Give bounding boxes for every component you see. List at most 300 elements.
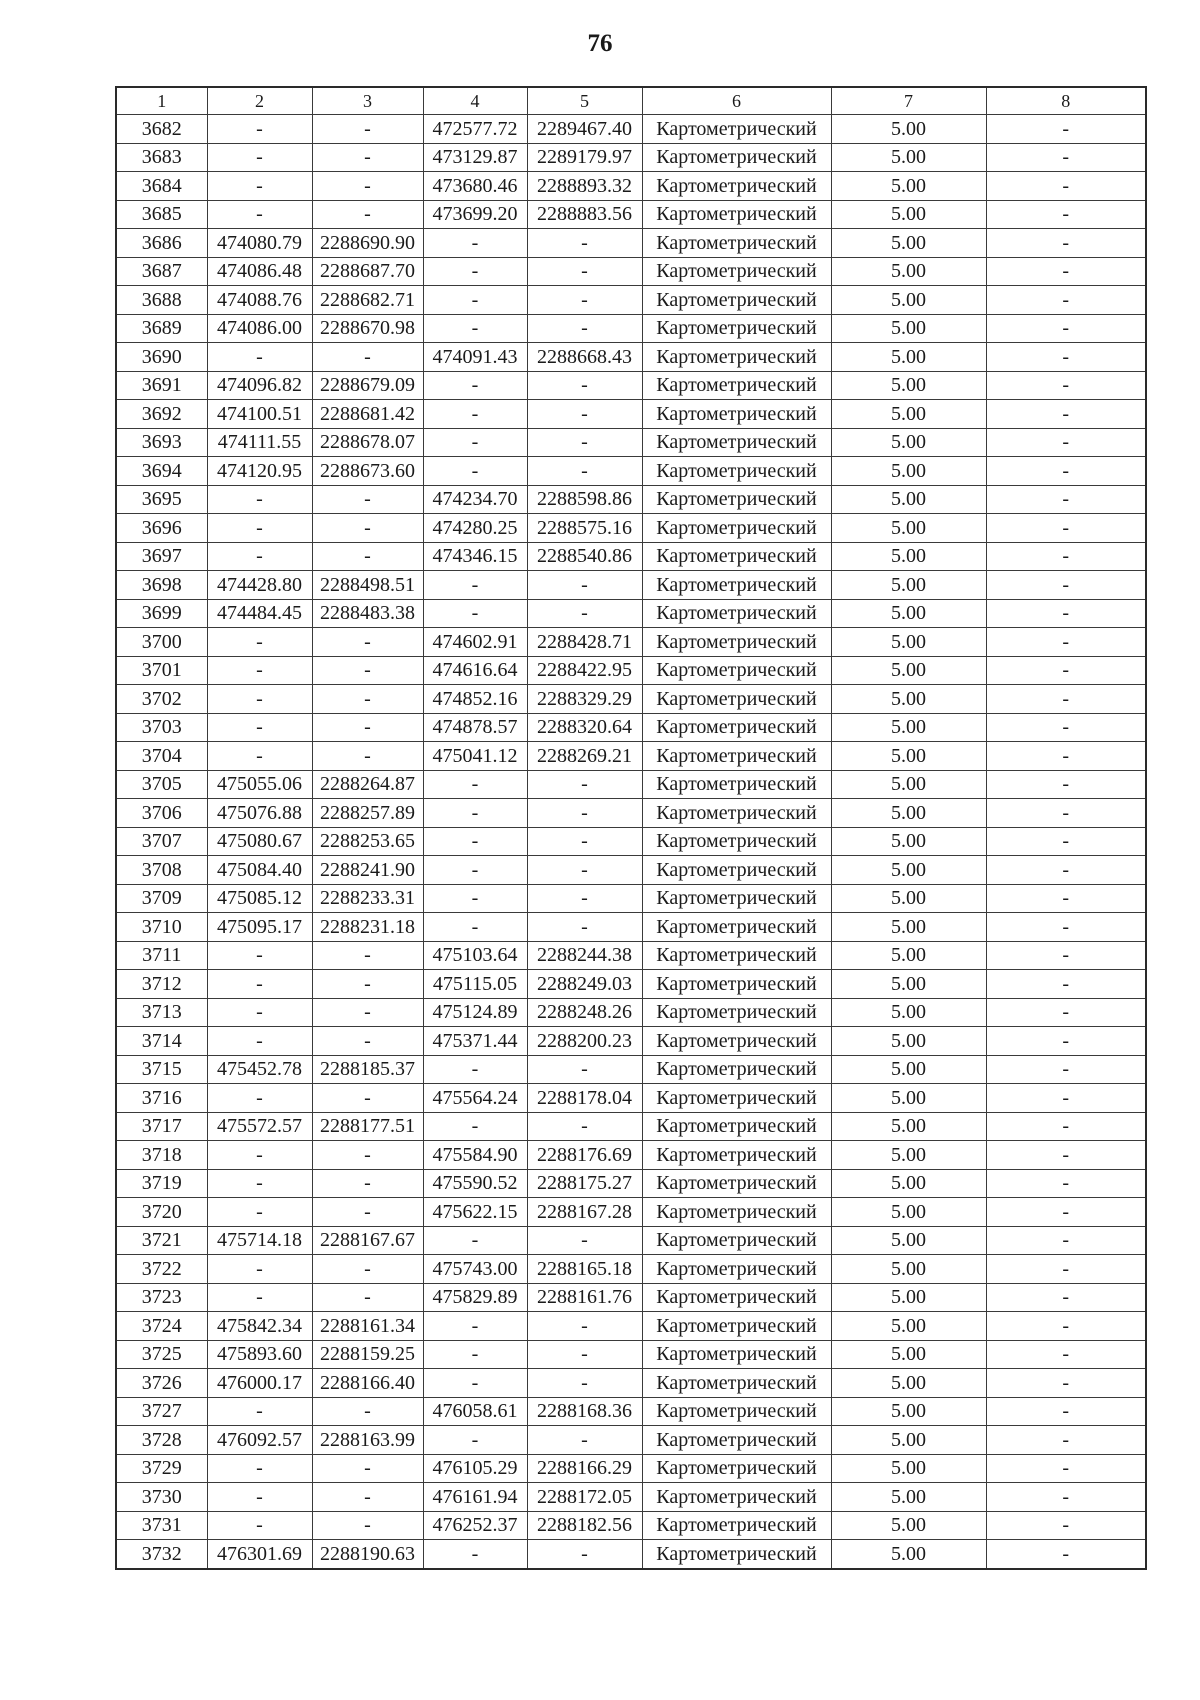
y-new-cell: 2288244.38 <box>527 941 642 970</box>
point-number-cell: 3702 <box>116 685 207 714</box>
description-cell: - <box>986 1226 1146 1255</box>
x-new-cell: 472577.72 <box>423 115 527 144</box>
y-old-cell: 2288670.98 <box>312 314 423 343</box>
point-number-cell: 3697 <box>116 542 207 571</box>
method-cell: Картометрический <box>642 1454 831 1483</box>
y-new-cell: - <box>527 457 642 486</box>
y-old-cell: - <box>312 1027 423 1056</box>
accuracy-cell: 5.00 <box>831 1540 986 1569</box>
x-old-cell: 475076.88 <box>207 799 312 828</box>
x-old-cell: 475095.17 <box>207 913 312 942</box>
y-new-cell: - <box>527 856 642 885</box>
table-row <box>116 314 1146 343</box>
accuracy-cell: 5.00 <box>831 1226 986 1255</box>
x-old-cell: 476092.57 <box>207 1426 312 1455</box>
description-cell: - <box>986 314 1146 343</box>
x-new-cell: - <box>423 856 527 885</box>
method-cell: Картометрический <box>642 172 831 201</box>
accuracy-cell: 5.00 <box>831 1169 986 1198</box>
y-new-cell: - <box>527 1312 642 1341</box>
x-new-cell: 476252.37 <box>423 1511 527 1540</box>
x-new-cell: 475590.52 <box>423 1169 527 1198</box>
column-header: 8 <box>986 87 1146 115</box>
method-cell: Картометрический <box>642 229 831 258</box>
x-new-cell: - <box>423 1055 527 1084</box>
x-new-cell: 476058.61 <box>423 1397 527 1426</box>
description-cell: - <box>986 514 1146 543</box>
y-new-cell: - <box>527 827 642 856</box>
description-cell: - <box>986 1454 1146 1483</box>
method-cell: Картометрический <box>642 884 831 913</box>
x-new-cell: 476105.29 <box>423 1454 527 1483</box>
description-cell: - <box>986 884 1146 913</box>
y-new-cell: 2288575.16 <box>527 514 642 543</box>
y-new-cell: 2288540.86 <box>527 542 642 571</box>
x-new-cell: 474346.15 <box>423 542 527 571</box>
point-number-cell: 3704 <box>116 742 207 771</box>
x-new-cell: - <box>423 1112 527 1141</box>
accuracy-cell: 5.00 <box>831 143 986 172</box>
accuracy-cell: 5.00 <box>831 571 986 600</box>
description-cell: - <box>986 400 1146 429</box>
point-number-cell: 3725 <box>116 1340 207 1369</box>
x-old-cell: - <box>207 1084 312 1113</box>
x-old-cell: - <box>207 514 312 543</box>
table-row <box>116 599 1146 628</box>
point-number-cell: 3709 <box>116 884 207 913</box>
x-new-cell: - <box>423 1226 527 1255</box>
x-old-cell: - <box>207 742 312 771</box>
x-new-cell: - <box>423 314 527 343</box>
description-cell: - <box>986 1397 1146 1426</box>
x-old-cell: - <box>207 172 312 201</box>
point-number-cell: 3712 <box>116 970 207 999</box>
y-old-cell: - <box>312 343 423 372</box>
x-old-cell: - <box>207 998 312 1027</box>
table-row <box>116 1397 1146 1426</box>
method-cell: Картометрический <box>642 770 831 799</box>
method-cell: Картометрический <box>642 200 831 229</box>
x-old-cell: - <box>207 143 312 172</box>
y-old-cell: - <box>312 742 423 771</box>
method-cell: Картометрический <box>642 941 831 970</box>
column-header: 3 <box>312 87 423 115</box>
y-new-cell: 2288329.29 <box>527 685 642 714</box>
description-cell: - <box>986 1255 1146 1284</box>
y-old-cell: 2288161.34 <box>312 1312 423 1341</box>
y-new-cell: 2288598.86 <box>527 485 642 514</box>
x-new-cell: 475564.24 <box>423 1084 527 1113</box>
y-old-cell: 2288253.65 <box>312 827 423 856</box>
x-old-cell: 475084.40 <box>207 856 312 885</box>
description-cell: - <box>986 1027 1146 1056</box>
y-old-cell: - <box>312 1511 423 1540</box>
accuracy-cell: 5.00 <box>831 770 986 799</box>
accuracy-cell: 5.00 <box>831 628 986 657</box>
point-number-cell: 3717 <box>116 1112 207 1141</box>
column-header: 4 <box>423 87 527 115</box>
y-new-cell: 2288166.29 <box>527 1454 642 1483</box>
x-old-cell: 474088.76 <box>207 286 312 315</box>
x-old-cell: 474086.00 <box>207 314 312 343</box>
y-new-cell: 2288200.23 <box>527 1027 642 1056</box>
method-cell: Картометрический <box>642 1397 831 1426</box>
y-new-cell: 2289179.97 <box>527 143 642 172</box>
y-new-cell: 2288168.36 <box>527 1397 642 1426</box>
method-cell: Картометрический <box>642 1112 831 1141</box>
table-row <box>116 229 1146 258</box>
accuracy-cell: 5.00 <box>831 1255 986 1284</box>
x-old-cell: - <box>207 941 312 970</box>
method-cell: Картометрический <box>642 656 831 685</box>
description-cell: - <box>986 485 1146 514</box>
y-old-cell: - <box>312 1255 423 1284</box>
description-cell: - <box>986 143 1146 172</box>
x-new-cell: 475743.00 <box>423 1255 527 1284</box>
method-cell: Картометрический <box>642 998 831 1027</box>
y-new-cell: 2288248.26 <box>527 998 642 1027</box>
method-cell: Картометрический <box>642 1340 831 1369</box>
y-new-cell: - <box>527 229 642 258</box>
point-number-cell: 3721 <box>116 1226 207 1255</box>
table-row <box>116 770 1146 799</box>
y-new-cell: - <box>527 1226 642 1255</box>
table-row <box>116 656 1146 685</box>
description-cell: - <box>986 229 1146 258</box>
y-old-cell: 2288681.42 <box>312 400 423 429</box>
accuracy-cell: 5.00 <box>831 343 986 372</box>
table-row <box>116 1255 1146 1284</box>
table-row <box>116 1369 1146 1398</box>
y-old-cell: 2288163.99 <box>312 1426 423 1455</box>
x-old-cell: 474086.48 <box>207 257 312 286</box>
y-new-cell: 2288172.05 <box>527 1483 642 1512</box>
x-old-cell: - <box>207 542 312 571</box>
description-cell: - <box>986 856 1146 885</box>
method-cell: Картометрический <box>642 1540 831 1569</box>
table-row <box>116 1198 1146 1227</box>
accuracy-cell: 5.00 <box>831 685 986 714</box>
point-number-cell: 3701 <box>116 656 207 685</box>
description-cell: - <box>986 457 1146 486</box>
y-old-cell: 2288185.37 <box>312 1055 423 1084</box>
x-new-cell: 475584.90 <box>423 1141 527 1170</box>
accuracy-cell: 5.00 <box>831 998 986 1027</box>
y-new-cell: 2288182.56 <box>527 1511 642 1540</box>
point-number-cell: 3693 <box>116 428 207 457</box>
x-new-cell: - <box>423 457 527 486</box>
x-new-cell: 475371.44 <box>423 1027 527 1056</box>
x-old-cell: - <box>207 1397 312 1426</box>
y-old-cell: - <box>312 970 423 999</box>
y-old-cell: 2288167.67 <box>312 1226 423 1255</box>
x-new-cell: 473699.20 <box>423 200 527 229</box>
y-old-cell: 2288673.60 <box>312 457 423 486</box>
description-cell: - <box>986 799 1146 828</box>
description-cell: - <box>986 286 1146 315</box>
point-number-cell: 3683 <box>116 143 207 172</box>
method-cell: Картометрический <box>642 485 831 514</box>
description-cell: - <box>986 1483 1146 1512</box>
x-new-cell: 474234.70 <box>423 485 527 514</box>
x-old-cell: - <box>207 200 312 229</box>
x-old-cell: 476000.17 <box>207 1369 312 1398</box>
point-number-cell: 3694 <box>116 457 207 486</box>
y-new-cell: 2289467.40 <box>527 115 642 144</box>
accuracy-cell: 5.00 <box>831 1112 986 1141</box>
description-cell: - <box>986 1198 1146 1227</box>
y-old-cell: - <box>312 542 423 571</box>
accuracy-cell: 5.00 <box>831 913 986 942</box>
x-old-cell: 474120.95 <box>207 457 312 486</box>
description-cell: - <box>986 428 1146 457</box>
x-old-cell: - <box>207 1169 312 1198</box>
y-old-cell: - <box>312 115 423 144</box>
method-cell: Картометрический <box>642 1283 831 1312</box>
y-new-cell: 2288668.43 <box>527 343 642 372</box>
x-old-cell: 475085.12 <box>207 884 312 913</box>
table-row <box>116 713 1146 742</box>
accuracy-cell: 5.00 <box>831 1369 986 1398</box>
method-cell: Картометрический <box>642 314 831 343</box>
description-cell: - <box>986 685 1146 714</box>
point-number-cell: 3703 <box>116 713 207 742</box>
table-row <box>116 913 1146 942</box>
y-old-cell: - <box>312 1198 423 1227</box>
x-new-cell: - <box>423 913 527 942</box>
x-old-cell: 474111.55 <box>207 428 312 457</box>
description-cell: - <box>986 1540 1146 1569</box>
accuracy-cell: 5.00 <box>831 799 986 828</box>
x-new-cell: 474878.57 <box>423 713 527 742</box>
y-old-cell: - <box>312 1454 423 1483</box>
x-old-cell: - <box>207 1141 312 1170</box>
x-old-cell: 475452.78 <box>207 1055 312 1084</box>
y-new-cell: - <box>527 400 642 429</box>
table-row <box>116 200 1146 229</box>
method-cell: Картометрический <box>642 628 831 657</box>
y-old-cell: - <box>312 656 423 685</box>
y-new-cell: - <box>527 286 642 315</box>
method-cell: Картометрический <box>642 742 831 771</box>
method-cell: Картометрический <box>642 970 831 999</box>
y-old-cell: - <box>312 628 423 657</box>
table-row <box>116 1112 1146 1141</box>
y-new-cell: - <box>527 1112 642 1141</box>
x-new-cell: - <box>423 1540 527 1569</box>
y-old-cell: 2288177.51 <box>312 1112 423 1141</box>
accuracy-cell: 5.00 <box>831 257 986 286</box>
method-cell: Картометрический <box>642 1255 831 1284</box>
description-cell: - <box>986 742 1146 771</box>
accuracy-cell: 5.00 <box>831 884 986 913</box>
y-new-cell: 2288176.69 <box>527 1141 642 1170</box>
description-cell: - <box>986 1055 1146 1084</box>
x-old-cell: - <box>207 115 312 144</box>
x-new-cell: - <box>423 229 527 258</box>
table-row <box>116 1340 1146 1369</box>
x-new-cell: 476161.94 <box>423 1483 527 1512</box>
table-row <box>116 685 1146 714</box>
point-number-cell: 3726 <box>116 1369 207 1398</box>
y-old-cell: 2288233.31 <box>312 884 423 913</box>
accuracy-cell: 5.00 <box>831 286 986 315</box>
table-row <box>116 1169 1146 1198</box>
table-row <box>116 628 1146 657</box>
method-cell: Картометрический <box>642 115 831 144</box>
point-number-cell: 3722 <box>116 1255 207 1284</box>
point-number-cell: 3705 <box>116 770 207 799</box>
x-old-cell: - <box>207 713 312 742</box>
method-cell: Картометрический <box>642 571 831 600</box>
description-cell: - <box>986 172 1146 201</box>
y-old-cell: - <box>312 172 423 201</box>
accuracy-cell: 5.00 <box>831 200 986 229</box>
y-new-cell: - <box>527 257 642 286</box>
y-new-cell: 2288249.03 <box>527 970 642 999</box>
accuracy-cell: 5.00 <box>831 656 986 685</box>
point-number-cell: 3698 <box>116 571 207 600</box>
x-new-cell: - <box>423 1340 527 1369</box>
method-cell: Картометрический <box>642 1312 831 1341</box>
description-cell: - <box>986 770 1146 799</box>
x-new-cell: - <box>423 1369 527 1398</box>
y-new-cell: 2288320.64 <box>527 713 642 742</box>
x-new-cell: 474616.64 <box>423 656 527 685</box>
x-old-cell: 475572.57 <box>207 1112 312 1141</box>
x-old-cell: 474100.51 <box>207 400 312 429</box>
point-number-cell: 3720 <box>116 1198 207 1227</box>
column-header: 6 <box>642 87 831 115</box>
y-old-cell: 2288498.51 <box>312 571 423 600</box>
y-new-cell: - <box>527 1426 642 1455</box>
x-new-cell: - <box>423 1312 527 1341</box>
accuracy-cell: 5.00 <box>831 229 986 258</box>
y-old-cell: 2288679.09 <box>312 371 423 400</box>
description-cell: - <box>986 542 1146 571</box>
table-row <box>116 884 1146 913</box>
accuracy-cell: 5.00 <box>831 713 986 742</box>
method-cell: Картометрический <box>642 1027 831 1056</box>
table-row <box>116 1141 1146 1170</box>
x-new-cell: - <box>423 827 527 856</box>
x-new-cell: 475829.89 <box>423 1283 527 1312</box>
column-header: 1 <box>116 87 207 115</box>
description-cell: - <box>986 200 1146 229</box>
x-old-cell: 474080.79 <box>207 229 312 258</box>
point-number-cell: 3718 <box>116 1141 207 1170</box>
column-header: 5 <box>527 87 642 115</box>
x-new-cell: - <box>423 571 527 600</box>
table-row <box>116 115 1146 144</box>
method-cell: Картометрический <box>642 257 831 286</box>
x-new-cell: - <box>423 428 527 457</box>
y-new-cell: 2288422.95 <box>527 656 642 685</box>
y-old-cell: - <box>312 685 423 714</box>
point-number-cell: 3706 <box>116 799 207 828</box>
table-row <box>116 970 1146 999</box>
point-number-cell: 3689 <box>116 314 207 343</box>
point-number-cell: 3715 <box>116 1055 207 1084</box>
x-old-cell: 474096.82 <box>207 371 312 400</box>
accuracy-cell: 5.00 <box>831 172 986 201</box>
method-cell: Картометрический <box>642 685 831 714</box>
accuracy-cell: 5.00 <box>831 371 986 400</box>
method-cell: Картометрический <box>642 713 831 742</box>
method-cell: Картометрический <box>642 799 831 828</box>
table-row <box>116 1084 1146 1113</box>
accuracy-cell: 5.00 <box>831 599 986 628</box>
x-old-cell: - <box>207 1511 312 1540</box>
description-cell: - <box>986 656 1146 685</box>
y-new-cell: - <box>527 371 642 400</box>
accuracy-cell: 5.00 <box>831 542 986 571</box>
method-cell: Картометрический <box>642 371 831 400</box>
x-old-cell: 474428.80 <box>207 571 312 600</box>
y-new-cell: 2288175.27 <box>527 1169 642 1198</box>
method-cell: Картометрический <box>642 1198 831 1227</box>
point-number-cell: 3688 <box>116 286 207 315</box>
description-cell: - <box>986 1426 1146 1455</box>
accuracy-cell: 5.00 <box>831 115 986 144</box>
y-old-cell: - <box>312 200 423 229</box>
y-new-cell: - <box>527 770 642 799</box>
y-new-cell: - <box>527 1369 642 1398</box>
method-cell: Картометрический <box>642 1141 831 1170</box>
point-number-cell: 3716 <box>116 1084 207 1113</box>
table-row <box>116 827 1146 856</box>
table-row <box>116 1426 1146 1455</box>
y-new-cell: - <box>527 599 642 628</box>
y-new-cell: - <box>527 1340 642 1369</box>
y-old-cell: 2288483.38 <box>312 599 423 628</box>
point-number-cell: 3731 <box>116 1511 207 1540</box>
table-row <box>116 172 1146 201</box>
method-cell: Картометрический <box>642 1226 831 1255</box>
description-cell: - <box>986 1511 1146 1540</box>
description-cell: - <box>986 827 1146 856</box>
y-new-cell: - <box>527 799 642 828</box>
x-old-cell: - <box>207 628 312 657</box>
point-number-cell: 3727 <box>116 1397 207 1426</box>
accuracy-cell: 5.00 <box>831 428 986 457</box>
x-new-cell: 475124.89 <box>423 998 527 1027</box>
point-number-cell: 3710 <box>116 913 207 942</box>
y-old-cell: - <box>312 485 423 514</box>
point-number-cell: 3707 <box>116 827 207 856</box>
accuracy-cell: 5.00 <box>831 742 986 771</box>
x-old-cell: - <box>207 1283 312 1312</box>
point-number-cell: 3696 <box>116 514 207 543</box>
table-row <box>116 1055 1146 1084</box>
method-cell: Картометрический <box>642 827 831 856</box>
table-row <box>116 457 1146 486</box>
x-old-cell: - <box>207 1198 312 1227</box>
method-cell: Картометрический <box>642 400 831 429</box>
table-row <box>116 257 1146 286</box>
point-number-cell: 3713 <box>116 998 207 1027</box>
x-new-cell: - <box>423 799 527 828</box>
y-old-cell: - <box>312 713 423 742</box>
accuracy-cell: 5.00 <box>831 1483 986 1512</box>
table-row <box>116 1454 1146 1483</box>
x-old-cell: 476301.69 <box>207 1540 312 1569</box>
accuracy-cell: 5.00 <box>831 827 986 856</box>
description-cell: - <box>986 571 1146 600</box>
x-old-cell: - <box>207 1483 312 1512</box>
y-old-cell: - <box>312 998 423 1027</box>
accuracy-cell: 5.00 <box>831 1511 986 1540</box>
